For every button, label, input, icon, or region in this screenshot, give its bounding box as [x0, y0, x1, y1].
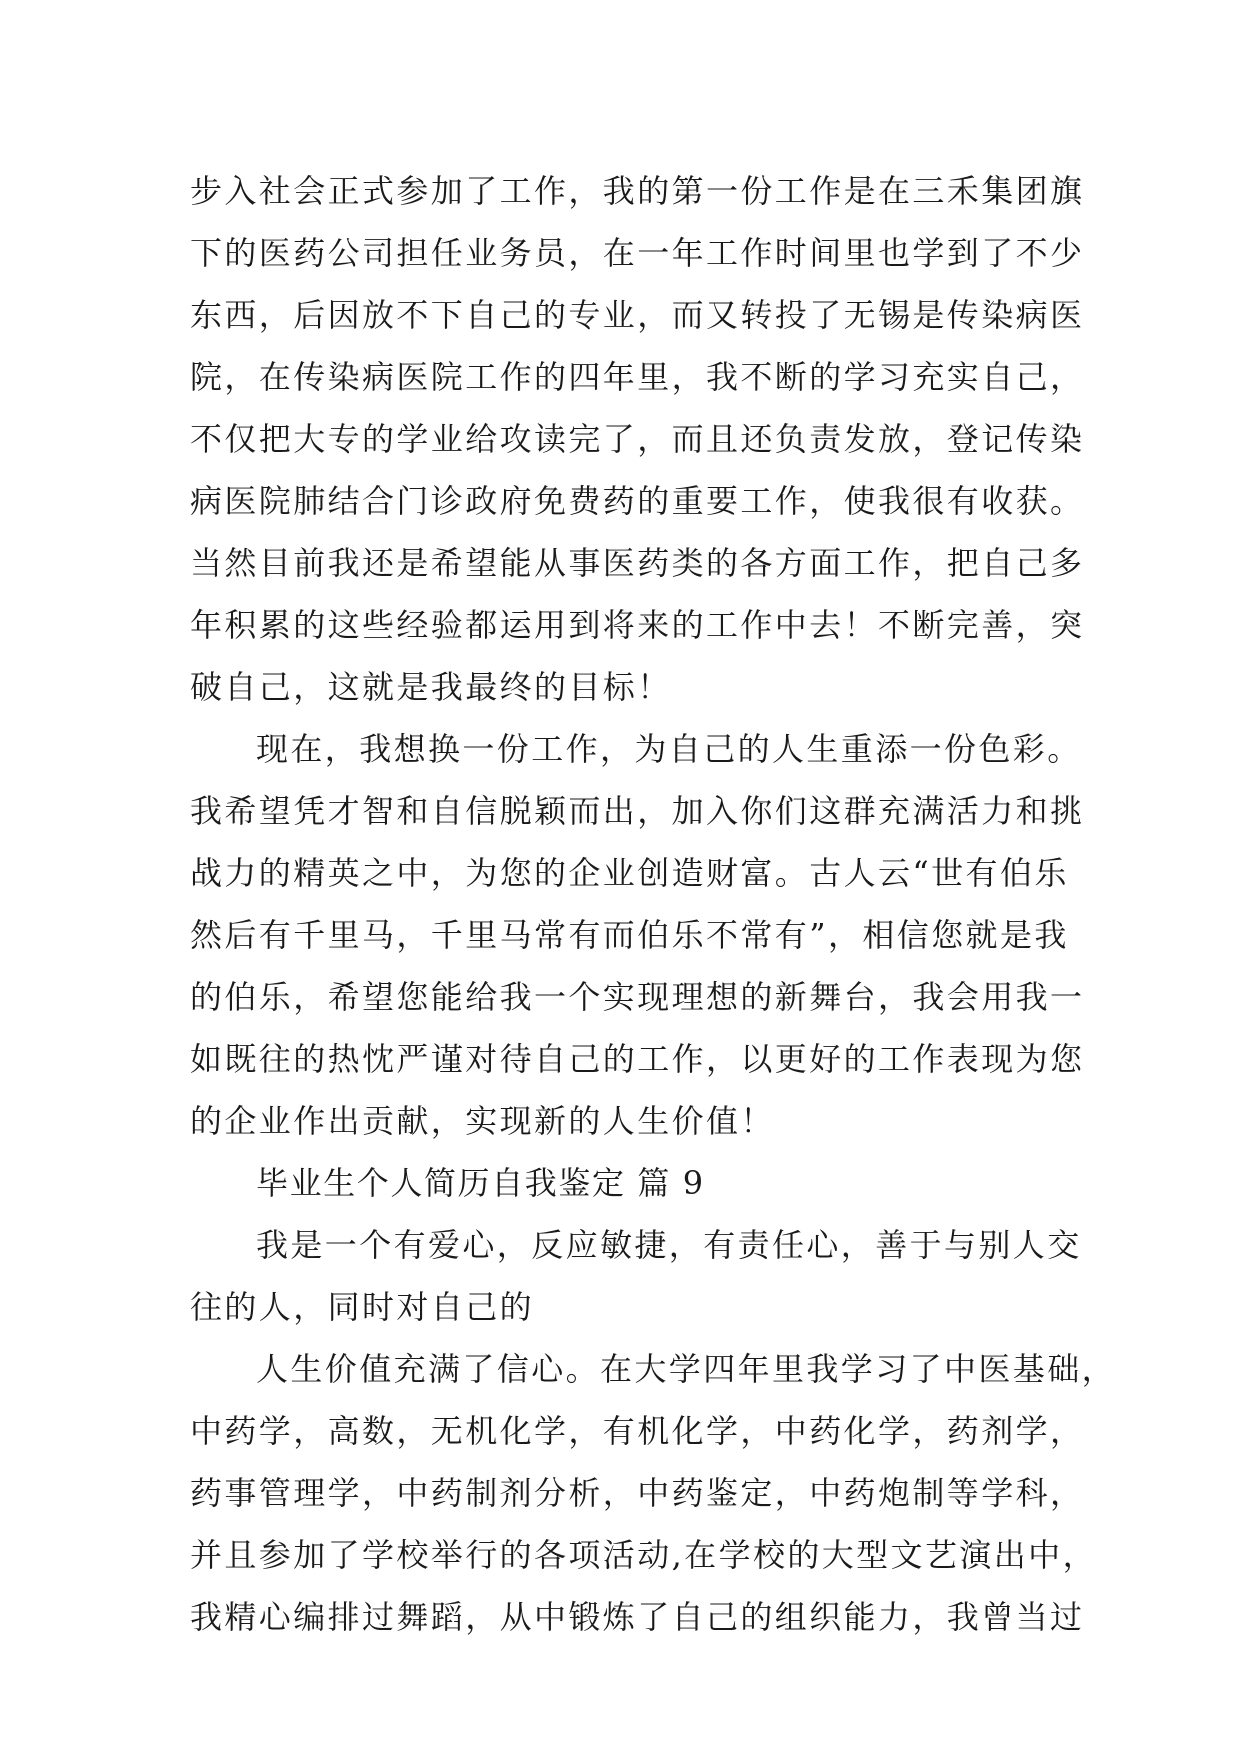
paragraph-line: 我希望凭才智和自信脱颖而出，加入你们这群充满活力和挑	[190, 792, 1085, 830]
paragraph-line: 现在，我想换一份工作，为自己的人生重添一份色彩。	[256, 730, 1082, 768]
paragraph-line: 的伯乐，希望您能给我一个实现理想的新舞台，我会用我一	[190, 978, 1085, 1016]
paragraph-line: 步入社会正式参加了工作，我的第一份工作是在三禾集团旗	[190, 172, 1085, 210]
paragraph-line: 年积累的这些经验都运用到将来的工作中去！不断完善，突	[190, 606, 1085, 644]
paragraph-line: 破自己，这就是我最终的目标！	[190, 668, 672, 706]
paragraph-line: 的企业作出贡献，实现新的人生价值！	[190, 1102, 775, 1140]
paragraph-line: 下的医药公司担任业务员，在一年工作时间里也学到了不少	[190, 234, 1085, 272]
paragraph-line: 然后有千里马，千里马常有而伯乐不常有”，相信您就是我	[190, 916, 1069, 954]
paragraph-line: 战力的精英之中，为您的企业创造财富。古人云“世有伯乐	[190, 854, 1069, 892]
paragraph-line: 我是一个有爱心，反应敏捷，有责任心，善于与别人交	[256, 1226, 1082, 1264]
paragraph-line: 并且参加了学校举行的各项活动,在学校的大型文艺演出中，	[190, 1536, 1097, 1574]
paragraph-line: 当然目前我还是希望能从事医药类的各方面工作，把自己多	[190, 544, 1085, 582]
document-body	[190, 160, 1117, 1648]
section-heading: 毕业生个人简历自我鉴定 篇 9	[256, 1164, 705, 1202]
paragraph-line: 不仅把大专的学业给攻读完了，而且还负责发放，登记传染	[190, 420, 1085, 458]
paragraph-line: 人生价值充满了信心。在大学四年里我学习了中医基础，	[256, 1350, 1117, 1388]
paragraph-line: 药事管理学，中药制剂分析，中药鉴定，中药炮制等学科，	[190, 1474, 1085, 1512]
paragraph-line: 如既往的热忱严谨对待自己的工作，以更好的工作表现为您	[190, 1040, 1085, 1078]
paragraph-line: 院，在传染病医院工作的四年里，我不断的学习充实自己，	[190, 358, 1085, 396]
paragraph-line: 病医院肺结合门诊政府免费药的重要工作，使我很有收获。	[190, 482, 1085, 520]
paragraph-line: 中药学，高数，无机化学，有机化学，中药化学，药剂学，	[190, 1412, 1085, 1450]
paragraph-line: 东西，后因放不下自己的专业，而又转投了无锡是传染病医	[190, 296, 1085, 334]
paragraph-line: 我精心编排过舞蹈，从中锻炼了自己的组织能力，我曾当过	[190, 1598, 1085, 1636]
paragraph-line: 往的人，同时对自己的	[190, 1288, 535, 1326]
